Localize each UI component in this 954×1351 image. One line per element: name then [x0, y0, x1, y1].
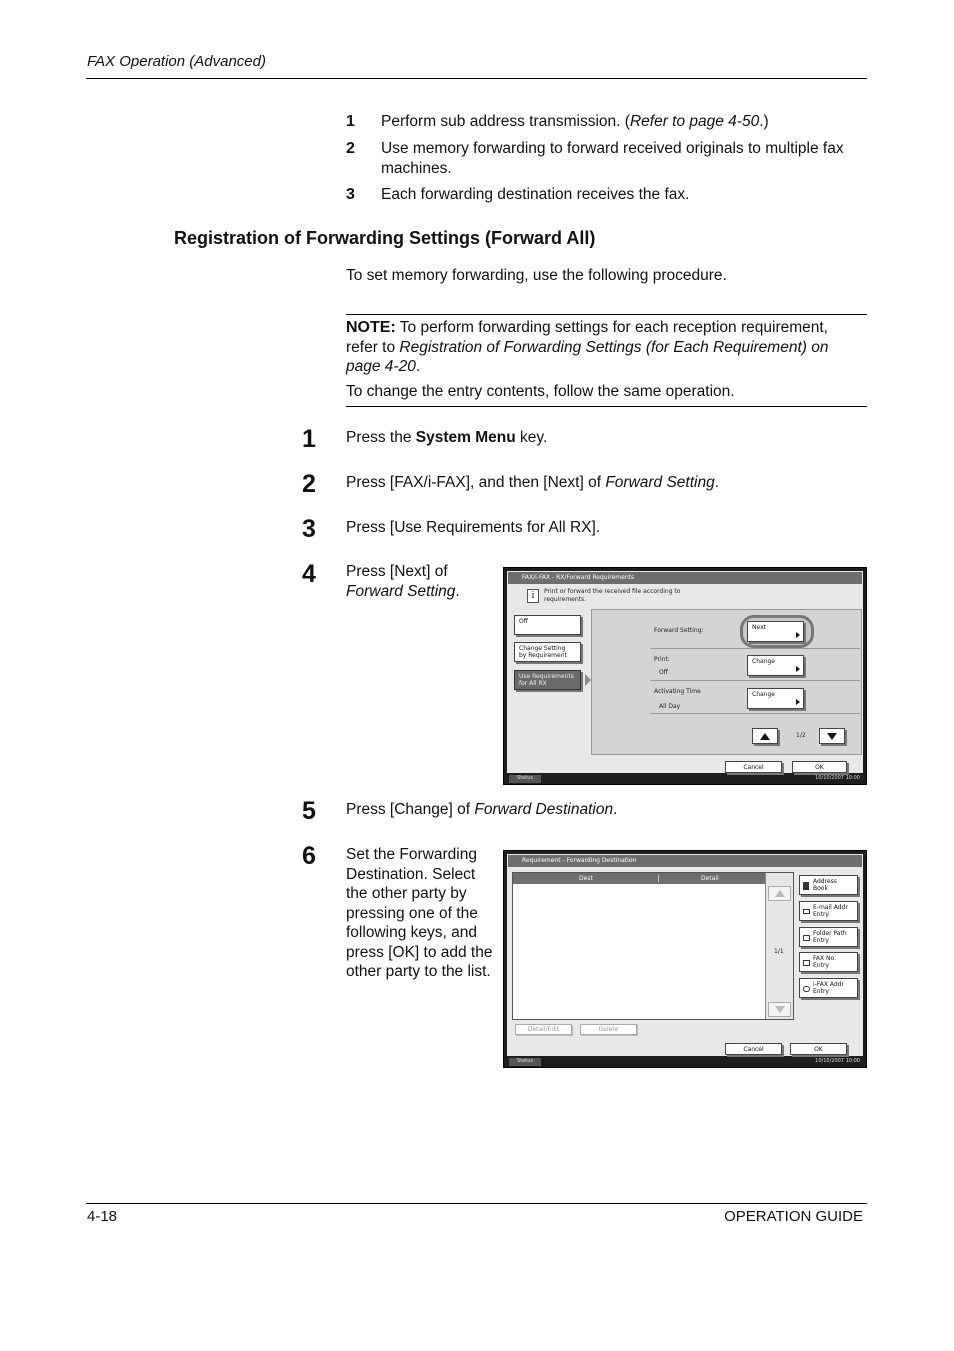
change-setting-by-requirement-button[interactable]: Change Setting by Requirement: [514, 642, 581, 662]
step-4-text: Press [Next] of Forward Setting.: [346, 563, 460, 600]
book-icon: [803, 882, 809, 890]
arrow-right-icon: [796, 666, 800, 672]
scroll-up-button[interactable]: [768, 886, 791, 901]
note-top-rule: [346, 314, 867, 315]
use-requirements-for-all-rx-button[interactable]: Use Requirements for All RX: [514, 670, 581, 690]
arrow-down-icon: [827, 733, 837, 740]
activating-time-value: All Day: [659, 703, 681, 710]
folder-icon: [803, 935, 810, 941]
envelope-icon: [803, 909, 810, 914]
screen-forwarding-destination: [503, 850, 867, 1068]
list-header: [513, 873, 765, 884]
info-icon: i: [527, 589, 539, 603]
step-6-text: Set the Forwarding Destination. Select the other party by pressing one of the following keys, and press [OK] to add the other party to the list.: [346, 846, 493, 980]
screen-forward-requirements: [503, 567, 867, 785]
cancel-button[interactable]: Cancel: [725, 1043, 782, 1055]
ifax-addr-entry-button[interactable]: i-FAX Addr Entry: [799, 978, 858, 998]
row-separator: [650, 713, 860, 714]
arrow-down-icon: [775, 1006, 785, 1013]
footer-rule: [86, 1203, 867, 1204]
delete-button[interactable]: Delete: [580, 1024, 637, 1035]
ok-button[interactable]: OK: [790, 1043, 847, 1055]
arrow-right-icon: [796, 699, 800, 705]
note-bottom-rule: [346, 406, 867, 407]
forward-setting-next-button[interactable]: Next: [747, 621, 804, 642]
print-label: Print:: [654, 656, 670, 663]
step-number-2: 2: [302, 470, 316, 498]
step-number-3: 3: [302, 515, 316, 543]
running-header: FAX Operation (Advanced): [87, 53, 266, 70]
screen-2-title: Requirement - Forwarding Destination: [508, 855, 862, 867]
print-value: Off: [659, 669, 668, 676]
lead-text: To set memory forwarding, use the following procedure.: [346, 267, 727, 284]
screen-1-datetime: 10/10/2007 10:00: [815, 775, 860, 781]
activating-time-label: Activating Time: [654, 688, 701, 695]
list-page-indicator: 1/1: [774, 948, 784, 955]
intro-step-2: 2 Use memory forwarding to forward received originals to multiple fax machines.: [346, 140, 844, 177]
activating-time-change-button[interactable]: Change: [747, 688, 804, 709]
step-number-1: 1: [302, 425, 316, 453]
screen-1-info: Print or forward the received file according to requirements.: [544, 588, 681, 603]
step-2-text: Press [FAX/i-FAX], and then [Next] of Forward Setting.: [346, 474, 720, 491]
arrow-up-icon: [775, 890, 785, 897]
screen-1-title: FAX/i-FAX - RX/Forward Requirements: [508, 572, 862, 584]
screen-2-datetime: 10/10/2007 10:00: [815, 1058, 860, 1064]
guide-title: OPERATION GUIDE: [724, 1208, 863, 1225]
destination-list[interactable]: [512, 872, 794, 1020]
page-indicator: 1/2: [796, 732, 806, 739]
ok-button[interactable]: OK: [792, 761, 847, 773]
off-button[interactable]: Off: [514, 615, 581, 635]
page-number: 4-18: [87, 1208, 118, 1225]
screen-2-body: [507, 854, 863, 1056]
col-detail: Detail: [701, 875, 719, 882]
header-rule: [86, 78, 867, 79]
row-separator: [650, 648, 860, 649]
status-button[interactable]: Status: [509, 775, 541, 783]
step-number-5: 5: [302, 797, 316, 825]
ifax-icon: [803, 986, 810, 992]
step-5-text: Press [Change] of Forward Destination.: [346, 801, 618, 818]
row-separator: [650, 680, 860, 681]
col-divider: [658, 875, 659, 882]
cancel-button[interactable]: Cancel: [725, 761, 782, 773]
intro-step-3: 3 Each forwarding destination receives the fax.: [346, 186, 690, 203]
folder-path-entry-button[interactable]: Folder Path Entry: [799, 927, 858, 947]
fax-no-entry-button[interactable]: FAX No. Entry: [799, 952, 858, 972]
forward-setting-label: Forward Setting:: [654, 627, 704, 634]
arrow-up-icon: [760, 733, 770, 740]
fax-icon: [803, 960, 810, 966]
note-box: NOTE: To perform forwarding settings for each reception requirement, refer to Registration of Forwarding Settings (for Each Requirement) on page 4-20. To change the entry contents, follow the same operation.: [346, 319, 829, 400]
forward-settings-panel: [591, 609, 862, 755]
address-book-button[interactable]: Address Book: [799, 875, 858, 895]
step-3-text: Press [Use Requirements for All RX].: [346, 519, 601, 536]
step-number-6: 6: [302, 842, 316, 870]
status-button[interactable]: Status: [509, 1058, 541, 1066]
intro-step-1: 1 Perform sub address transmission. (Refer to page 4-50.): [346, 113, 769, 130]
page-up-button[interactable]: [752, 728, 778, 744]
print-change-button[interactable]: Change: [747, 655, 804, 676]
scroll-down-button[interactable]: [768, 1002, 791, 1017]
section-heading: Registration of Forwarding Settings (Forward All): [174, 228, 596, 248]
arrow-right-icon: [796, 632, 800, 638]
step-1-text: Press the System Menu key.: [346, 429, 548, 446]
list-scrollbar[interactable]: [765, 873, 793, 1019]
page-down-button[interactable]: [819, 728, 845, 744]
email-addr-entry-button[interactable]: E-mail Addr Entry: [799, 901, 858, 921]
col-dest: Dest: [579, 875, 593, 882]
screen-1-body: [507, 571, 863, 773]
step-number-4: 4: [302, 560, 316, 588]
detail-edit-button[interactable]: Detail/Edit: [515, 1024, 572, 1035]
